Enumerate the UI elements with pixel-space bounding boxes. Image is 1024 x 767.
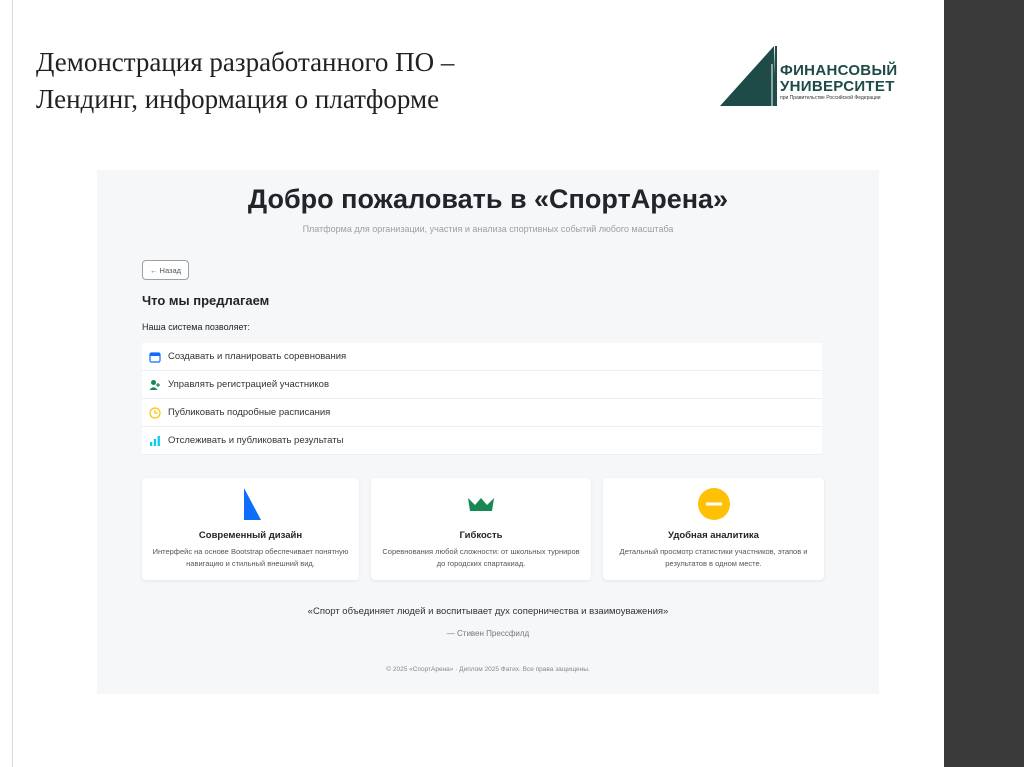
footer-copyright: © 2025 «СпортАрена» · Диплом 2025 Фатих. Все права защищены. — [386, 666, 590, 673]
card-title: Гибкость — [459, 530, 503, 541]
clock-icon — [149, 407, 161, 419]
hero-title: Добро пожаловать в «СпортАрена» — [247, 184, 729, 214]
feature-label: Публиковать подробные расписания — [168, 407, 331, 418]
calendar-icon — [149, 351, 161, 363]
back-button[interactable]: ← Назад — [142, 260, 189, 280]
logo-line-2: УНИВЕРСИТЕТ — [780, 78, 895, 95]
list-item — [142, 343, 822, 371]
card-modern-design — [142, 478, 359, 580]
list-item — [142, 399, 822, 427]
slide-title-line-2: Лендинг, информация о платформе — [36, 84, 440, 114]
university-logo — [718, 44, 918, 110]
slide-right-bar — [944, 0, 1024, 767]
card-title: Удобная аналитика — [668, 530, 759, 541]
card-text: Детальный просмотр статистики участников, этапов и результатов в одном месте. — [619, 547, 808, 568]
card-analytics — [603, 478, 824, 580]
feature-label: Отслеживать и публиковать результаты — [168, 435, 344, 446]
crown-icon — [467, 496, 495, 512]
feature-list — [142, 343, 822, 455]
list-item — [142, 427, 822, 455]
feature-label: Создавать и планировать соревнования — [168, 351, 347, 362]
feature-label: Управлять регистрацией участников — [168, 379, 329, 390]
card-text: Соревнования любой сложности: от школьных турниров до городских спартакиад. — [382, 547, 580, 568]
minus-circle-icon — [697, 487, 731, 521]
user-plus-icon — [149, 379, 161, 391]
section-lead: Наша система позволяет: — [142, 322, 250, 332]
quote-text: «Спорт объединяет людей и воспитывает дух соперничества и взаимоуважения» — [307, 606, 669, 617]
list-item — [142, 371, 822, 399]
slide-title-line-1: Демонстрация разработанного ПО – — [36, 47, 455, 77]
card-title: Современный дизайн — [198, 530, 303, 541]
section-title: Что мы предлагаем — [142, 293, 270, 308]
logo-line-1: ФИНАНСОВЫЙ — [780, 62, 898, 79]
landing-screenshot — [97, 170, 879, 694]
slide-left-border — [12, 0, 13, 767]
logo-emblem-icon — [718, 44, 782, 110]
card-text: Интерфейс на основе Bootstrap обеспечивает понятную навигацию и стильный внешний вид. — [152, 547, 349, 568]
triangle-icon — [240, 487, 262, 521]
logo-line-3: при Правительстве Российской Федерации — [780, 95, 881, 101]
slide-title — [36, 44, 656, 118]
benefit-cards — [142, 478, 824, 580]
quote-author: — Стивен Прессфилд — [446, 629, 530, 638]
card-flexibility — [371, 478, 591, 580]
hero-subtitle: Платформа для организации, участия и анализа спортивных событий любого масштаба — [302, 224, 674, 234]
bar-chart-icon — [149, 435, 161, 447]
